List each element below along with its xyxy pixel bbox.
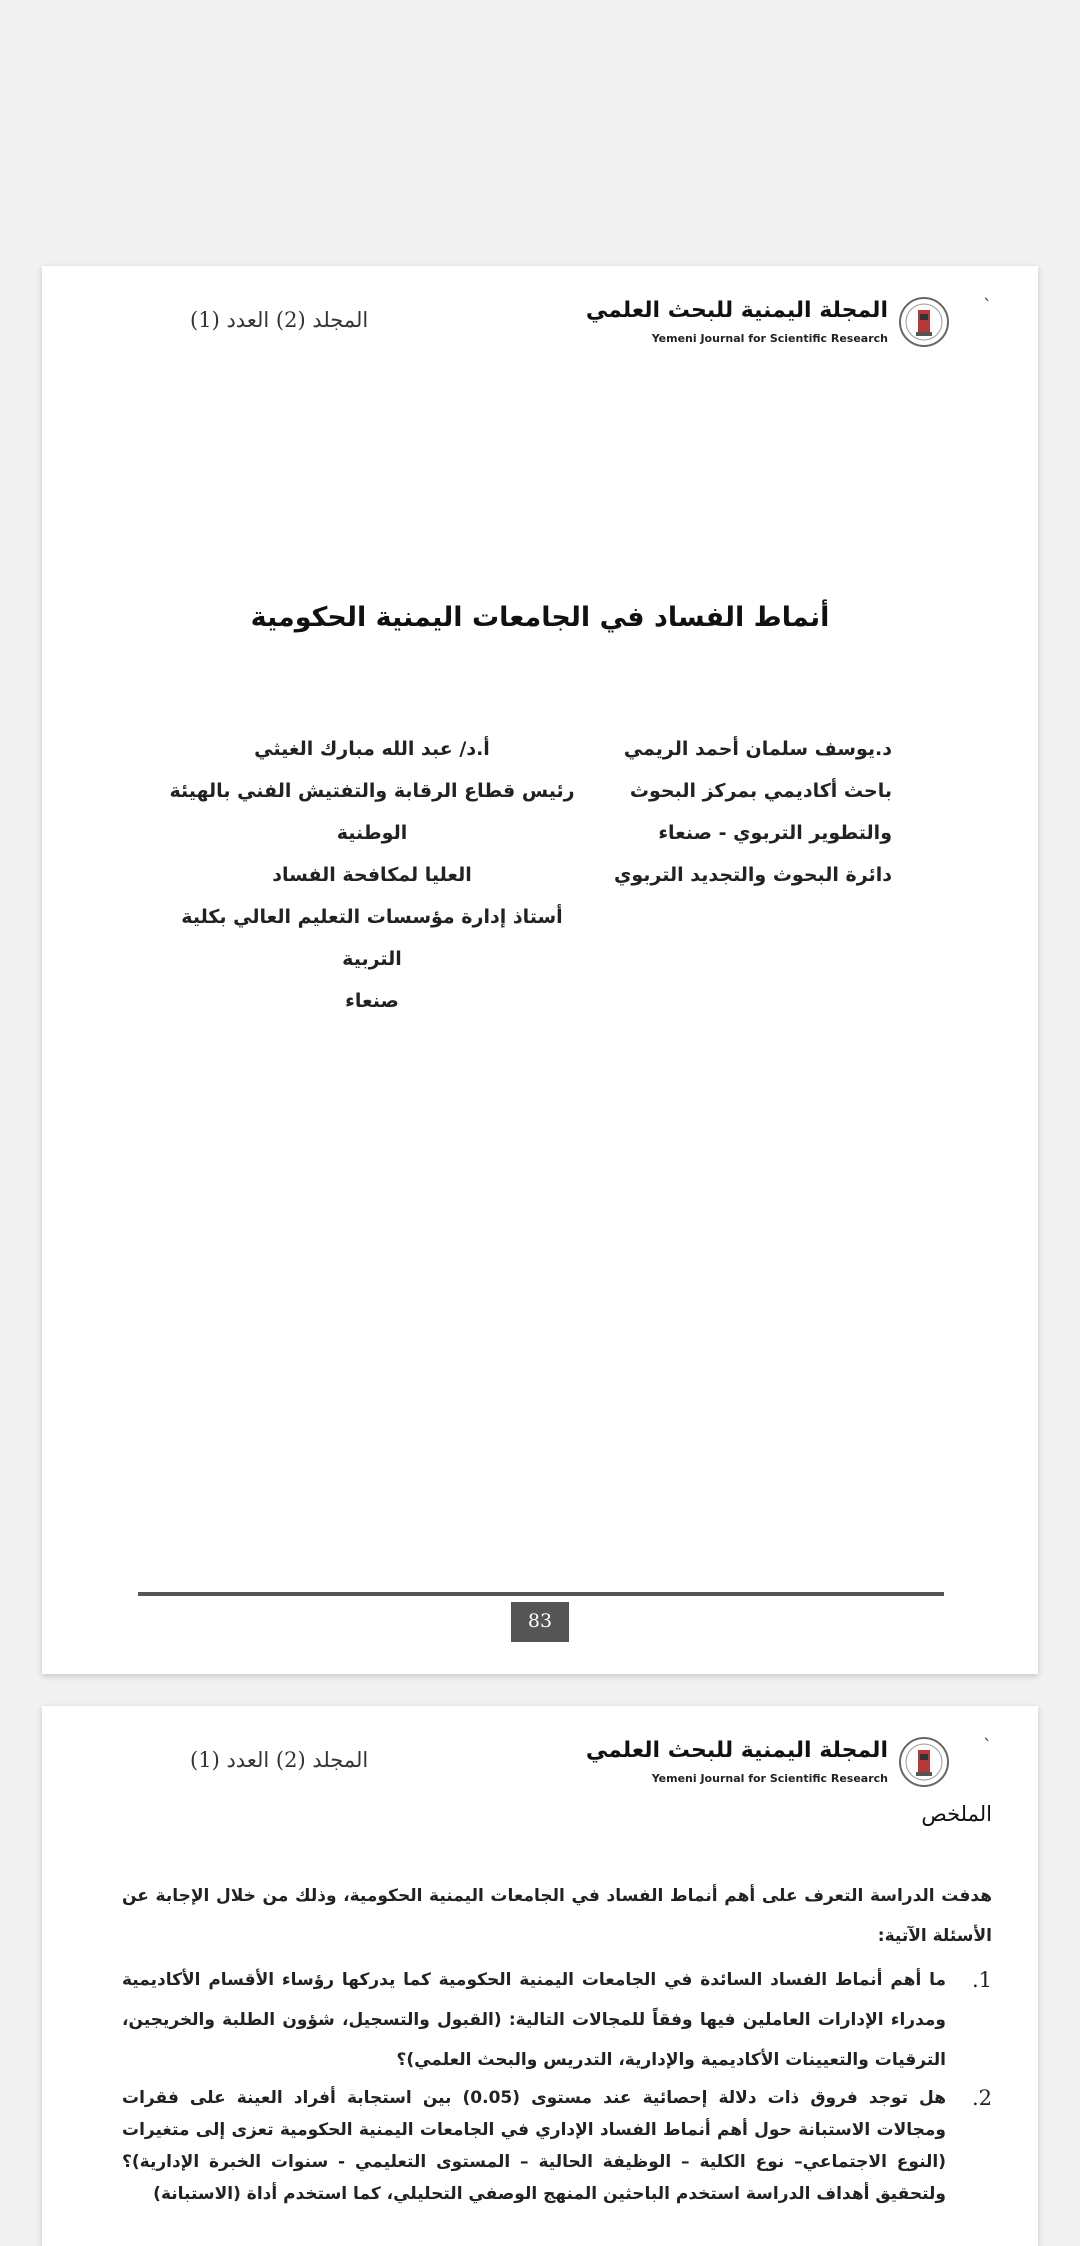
footer-divider (138, 1592, 944, 1596)
document-page-2 (42, 1706, 1038, 2246)
page-number: 83 (511, 1602, 569, 1642)
page-header (42, 1736, 1038, 1792)
question-text: هل توجد فروق ذات دلالة إحصائية عند مستوى (0.05) بين استجابة أفراد العينة على فقرات ومجالات الاستبانة حول أهم أنماط الفساد الإداري في الجامعات اليمنية الحكومية تعزى إلى متغيرات (النوع الاجتماعي– نوع الكلية – الوظيفة الحالية – المستوى التعليمي - سنوات الخبرة الإدارية)؟ ولتحقيق أهداف الدراسة استخدم الباحثين المنهج الوصفي التحليلي، كما استخدم أداة (الاستبانة) (122, 2088, 946, 2204)
author-1-line: والتطوير التربوي - صنعاء (658, 822, 892, 844)
abstract-heading: الملخص (921, 1802, 992, 1826)
header-mark: ` (983, 1736, 992, 1757)
journal-logo-icon (898, 1736, 950, 1788)
author-2-line: رئيس قطاع الرقابة والتفتيش الفني بالهيئة الوطنية (169, 780, 575, 844)
abstract-question-2 (122, 2082, 992, 2210)
journal-name-arabic: المجلة اليمنية للبحث العلمي (585, 298, 888, 323)
volume-issue: المجلد (2) العدد (1) (190, 1748, 369, 1772)
abstract-question-1 (122, 1960, 992, 2080)
author-1-line: باحث أكاديمي بمركز البحوث (629, 780, 892, 802)
author-2-line: أ.د/ عبد الله مبارك الغيثي (254, 738, 490, 760)
question-text: ما أهم أنماط الفساد السائدة في الجامعات اليمنية الحكومية كما يدركها رؤساء الأقسام الأكاديمية ومدراء الإدارات العاملين فيها وفقاً للمجالات التالية: (القبول والتسجيل، شؤون الطلبة والخريجين، الترقيات والتعيينات الأكاديمية والإدارية، التدريس والبحث العلمي)؟ (122, 1970, 946, 2070)
journal-name-english: Yemeni Journal for Scientific Research (651, 332, 888, 345)
question-number: 2. (971, 2086, 992, 2110)
volume-issue: المجلد (2) العدد (1) (190, 308, 369, 332)
author-2-line: أستاذ إدارة مؤسسات التعليم العالي بكلية التربية (181, 906, 563, 970)
question-number: 1. (971, 1968, 992, 1992)
author-2 (152, 728, 592, 1022)
author-1-line: د.يوسف سلمان أحمد الريمي (623, 738, 892, 760)
journal-logo-icon (898, 296, 950, 348)
author-1-line: دائرة البحوث والتجديد التربوي (613, 864, 892, 886)
paper-title: أنماط الفساد في الجامعات اليمنية الحكومية (250, 602, 830, 633)
header-mark: ` (983, 296, 992, 317)
author-1 (592, 728, 892, 896)
author-2-line: صنعاء (345, 990, 399, 1012)
abstract-intro: هدفت الدراسة التعرف على أهم أنماط الفساد في الجامعات اليمنية الحكومية، وذلك من خلال الإجابة عن الأسئلة الآتية: (122, 1886, 992, 1946)
journal-name-arabic: المجلة اليمنية للبحث العلمي (585, 1738, 888, 1763)
journal-name-english: Yemeni Journal for Scientific Research (651, 1772, 888, 1785)
page-header (42, 296, 1038, 352)
author-2-line: العليا لمكافحة الفساد (272, 864, 472, 886)
document-page-1 (42, 266, 1038, 1674)
